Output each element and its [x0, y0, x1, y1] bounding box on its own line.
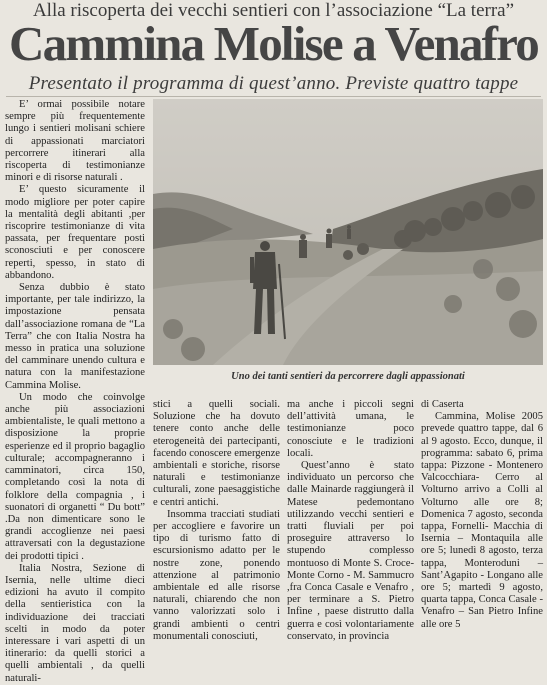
paragraph: Un modo che coinvolge anche più associazioni ambientaliste, le quali mettono a disposizione la proprie esperienze ed il proprio bagaglio culturale; accompagneranno i camminatori, circa 150, completando così la nota di folklore della compagnia , i suonatori di organetti “ Du bott” .Da non dimenticare sono le grandi accoglienze nei paesi attraversati con la degustazione dei prodotti tipici . — [5, 391, 145, 562]
paragraph: di Caserta — [421, 399, 464, 410]
column-4 — [421, 399, 543, 631]
photo-caption: Uno dei tanti sentieri da percorrere dagli appassionati — [231, 371, 465, 382]
column-3 — [287, 399, 414, 643]
subheadline: Presentato il programma di quest’anno. Previste quattro tappe — [28, 73, 519, 94]
paragraph: Insomma tracciati studiati per accogliere e favorire un tipo di turismo fatto di escursionismo adatto per le nostre zone, ponendo attenzione al patrimonio ambientale ed alle risorse naturali, chiarendo che non vanno valorizzati solo i grandi ambienti o centri monumentali conosciuti, — [153, 508, 280, 642]
hikers-photo — [153, 99, 543, 365]
paragraph: Quest’anno è stato individuato un percorso che dalle Mainarde raggiungerà il Matese pedemontano utilizzando vecchi sentieri e tratti fluviali per poi proseguire attraverso lo stupendo complesso montuoso di Monte S. Croce- Monte Corno - M. Sammucro ,fra Conca Casale e Venafro , per terminare a S. Pietro Infine , paese distrutto dalla guerra e così volontariamente conservato, in provincia — [287, 460, 414, 642]
paragraph: Italia Nostra, Sezione di Isernia, nelle ultime dieci edizioni ha avuto il compito della sentieristica con la individuazione dei tracciati scelti in modo da poter interessare i vari aspetti di un itinerario: da quelli storici a quelli ambientali , da quelli naturali- — [5, 562, 145, 684]
paragraph: Cammina, Molise 2005 prevede quattro tappe, dal 6 al 9 agosto. Ecco, dunque, il programma: sabato 6, prima tappa: Pizzone - Montenero Valcocchiara- Cerro al Volturno arrivo a Colli al Volturno alle ore 8; Domenica 7 agosto, seconda tappa, Fornelli- Macchia di Isernia – Montaquila alle ore 5; lunedì 8 agosto, terza tappa, Monteroduni – Sant’Agapito - Longano alle ore 5; martedì 9 agosto, quarta tappa, Conca Casale - Venafro – San Pietro Infine alle ore 5 — [421, 411, 543, 630]
hikers-photo-illustration — [153, 99, 543, 365]
paragraph: E’ questo sicuramente il modo migliore per poter capire la mentalità degli abitanti ,per riscoprire testimonianze di vita passata, per frequentare posti sconosciuti e per conoscere reperti, spesso, in stato di abbandono. — [5, 184, 145, 281]
paragraph: Senza dubbio è stato importante, per tale indirizzo, la impostazione pensata dall’associazione romana de “La Terra” che con Italia Nostra ha messo in pratica una soluzione del camminare unendo cultura e natura con la manifestazione Cammina Molise. — [5, 282, 145, 391]
divider — [6, 96, 541, 97]
column-2 — [153, 399, 280, 643]
kicker: Alla riscoperta dei vecchi sentieri con l’associazione “La terra” — [32, 0, 515, 21]
column-1 — [5, 99, 145, 685]
paragraph: E’ ormai possibile notare sempre più frequentemente lungo i sentieri molisani schiere di appassionati marciatori percorrere itinerari alla riscoperta di testimonianze minori e di risorse naturali . — [5, 99, 145, 184]
paragraph: stici a quelli sociali. Soluzione che ha dovuto tenere conto anche delle eterogeneità dei partecipanti, facendo conoscere emergenze ambientali e storiche, risorse naturali e testimonianze culturali, zone paesaggistiche e centri antichi. — [153, 399, 280, 508]
paragraph: ma anche i piccoli segni dell’attività umana, le testimonianze poco conosciute e le tradizioni locali. — [287, 399, 414, 459]
headline: Cammina Molise a Venafro — [9, 16, 538, 71]
